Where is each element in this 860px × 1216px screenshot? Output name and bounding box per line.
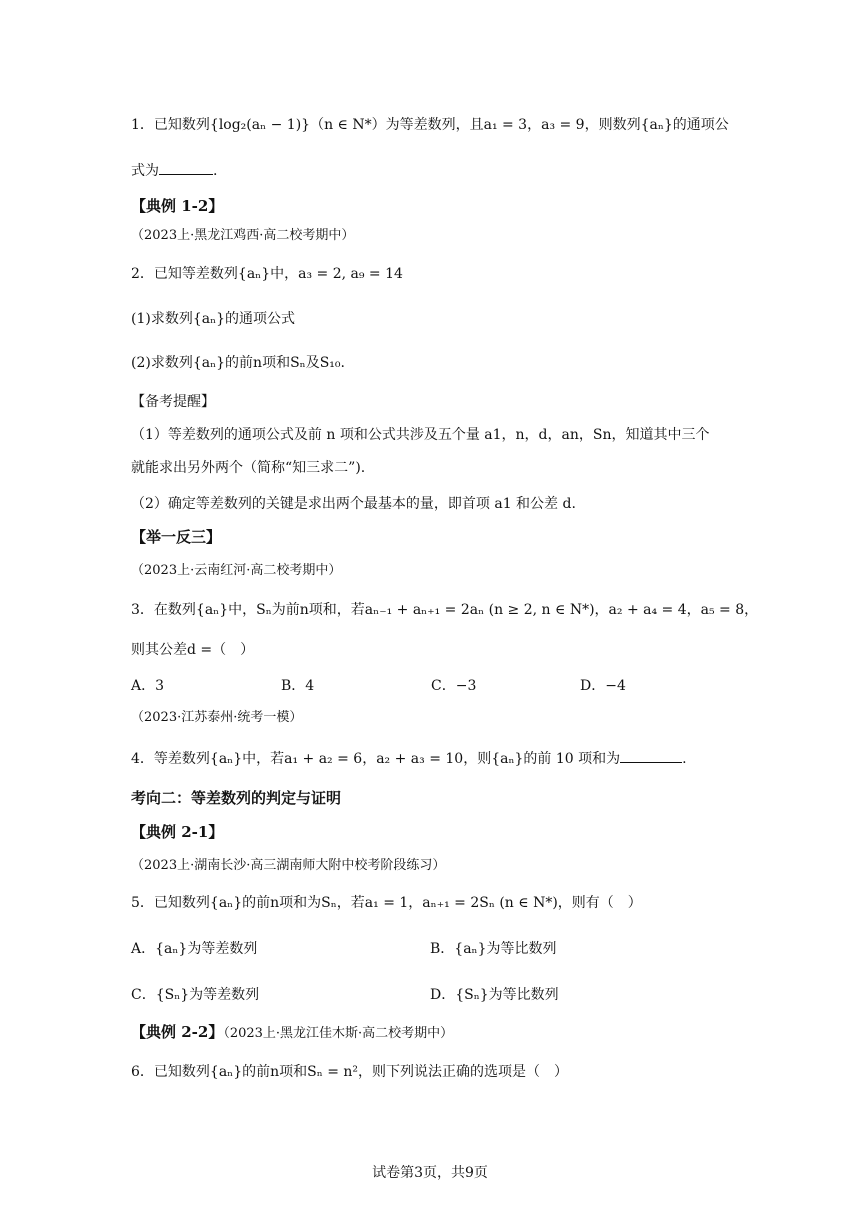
reminder-paragraph-2: （2）确定等差数列的关键是求出两个最基本的量，即首项 a1 和公差 d. — [131, 496, 576, 512]
example-2-2-line — [131, 1022, 453, 1044]
question-5-option-b: B．{aₙ}为等比数列 — [430, 941, 557, 957]
question-3-option-d: D．−4 — [580, 678, 626, 694]
example-2-1-heading: 【典例 2-1】 — [131, 823, 224, 841]
question-4-stem — [131, 748, 687, 769]
example-2-1-source: （2023上·湖南长沙·高三湖南师大附中校考阶段练习） — [131, 858, 446, 873]
question-1-suffix: . — [213, 163, 218, 179]
question-4-prefix: 4．等差数列{aₙ}中，若a₁ + a₂ = 6，a₂ + a₃ = 10，则{aₙ}的前 10 项和为 — [131, 751, 621, 767]
reminder-paragraph-1: （1）等差数列的通项公式及前 n 项和公式共涉及五个量 a1，n，d，an，Sn，知道其中三个 — [131, 427, 710, 443]
question-3-stem: 3．在数列{aₙ}中，Sₙ为前n项和，若aₙ₋₁ + aₙ₊₁ = 2aₙ (n ≥ 2, n ∈ N*)，a₂ + a₄ = 4，a₅ = 8， — [131, 602, 759, 618]
question-4-source: （2023·江苏泰州·统考一模） — [131, 710, 303, 725]
question-3-option-c: C．−3 — [431, 678, 477, 694]
question-5-stem: 5．已知数列{aₙ}的前n项和为Sₙ，若a₁ = 1，aₙ₊₁ = 2Sₙ (n ∈ N*)，则有（ ） — [131, 895, 642, 911]
section-2-title: 考向二：等差数列的判定与证明 — [131, 789, 342, 807]
question-2-part-1: (1)求数列{aₙ}的通项公式 — [131, 311, 296, 327]
example-1-2-source: （2023上·黑龙江鸡西·高二校考期中） — [131, 228, 355, 243]
question-2-part-2: (2)求数列{aₙ}的前n项和Sₙ及S₁₀. — [131, 355, 345, 371]
answer-blank — [159, 160, 213, 175]
question-5-option-d: D．{Sₙ}为等比数列 — [430, 987, 559, 1003]
question-5-option-c: C．{Sₙ}为等差数列 — [131, 987, 260, 1003]
question-3-option-b: B．4 — [281, 678, 315, 694]
question-3-stem-cont: 则其公差d =（ ） — [131, 642, 255, 658]
question-6-stem: 6．已知数列{aₙ}的前n项和Sₙ = n²，则下列说法正确的选项是（ ） — [131, 1064, 569, 1080]
reminder-paragraph-1-cont: 就能求出另外两个（简称“知三求二”). — [131, 460, 366, 476]
question-1-prefix: 式为 — [131, 163, 159, 179]
reminder-heading: 【备考提醒】 — [131, 394, 215, 410]
page-footer: 试卷第3页，共9页 — [372, 1165, 488, 1181]
answer-blank — [620, 748, 682, 763]
question-3-option-a: A．3 — [131, 678, 165, 694]
question-1-line-1: 1．已知数列{log₂(aₙ − 1)}（n ∈ N*）为等差数列，且a₁ = 3，a₃ = 9，则数列{aₙ}的通项公 — [131, 117, 729, 133]
example-1-2-heading: 【典例 1-2】 — [131, 197, 224, 215]
example-2-2-source: （2023上·黑龙江佳木斯·高二校考期中） — [223, 1026, 454, 1041]
practice-source: （2023上·云南红河·高二校考期中） — [131, 563, 342, 578]
question-2-stem: 2．已知等差数列{aₙ}中，a₃ = 2, a₉ = 14 — [131, 266, 403, 282]
example-2-2-heading: 【典例 2-2】 — [131, 1023, 224, 1041]
practice-heading: 【举一反三】 — [131, 528, 222, 546]
question-5-option-a: A．{aₙ}为等差数列 — [131, 941, 258, 957]
question-1-line-2 — [131, 160, 217, 181]
question-4-suffix: . — [682, 751, 687, 767]
